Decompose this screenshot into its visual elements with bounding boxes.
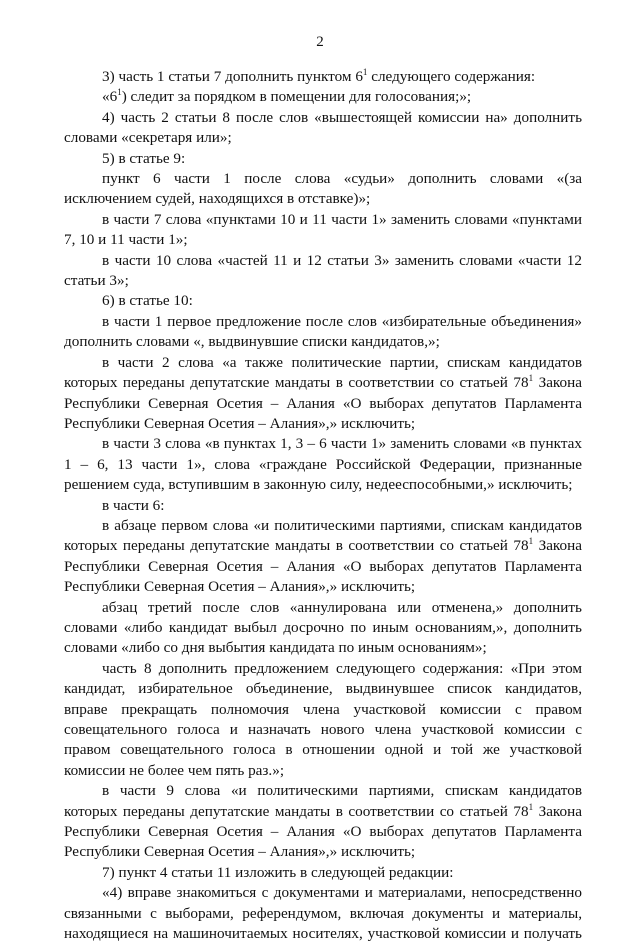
paragraph: в части 3 слова «в пунктах 1, 3 – 6 части 1» заменить словами «в пунктах 1 – 6, 13 части 1», слова «граждане Российской Федерации, признанные решением суда, вступившим в законную силу, недееспособными,» исключить; [64,435,582,494]
paragraph: часть 8 дополнить предложением следующего содержания: «При этом кандидат, избирательное объединение, выдвинувшее список кандидатов, вправе прекращать полномочия члена участковой комиссии с правом совещательного голоса и назначать нового члена участковой комиссии с правом совещательного голоса в отношении одной и той же участковой комиссии не более чем пять раз.»; [64,659,582,779]
paragraph: абзац третий после слов «аннулирована или отменена,» дополнить словами «либо кандидат выбыл досрочно по иным основаниям,», дополнить словами «либо со дня выбытия кандидата по иным основаниям»; [64,598,582,657]
paragraph: 6) в статье 10: [102,292,193,310]
paragraph: в части 10 слова «частей 11 и 12 статьи 3» заменить словами «части 12 статьи 3»; [64,251,582,290]
paragraph: 7) пункт 4 статьи 11 изложить в следующей редакции: [102,863,454,881]
paragraph: в абзаце первом слова «и политическими партиями, спискам кандидатов которых переданы депутатские мандаты в соответствии со статьей $78^1$ Закона Республики Северная Осетия – Алания «О выборах депутатов Парламента Республики Северная Осетия – Алания»,» исключить; [64,516,583,596]
document-body [64,67,582,944]
paragraph: в части 2 слова «а также политические партии, спискам кандидатов которых переданы депутатские мандаты в соответствии со статьей $78^1$ Закона Республики Северная Осетия – Алания «О выборах депутатов Парламента Республики Северная Осетия – Алания»,» исключить; [64,353,583,432]
paragraph: в части 1 первое предложение после слов «избирательные объединения» дополнить словами «, выдвинувшие списки кандидатов,»; [64,312,582,351]
paragraph: 4) часть 2 статьи 8 после слов «вышестоящей комиссии на» дополнить словами «секретаря или»; [64,108,582,147]
paragraph: в части 6: [102,496,165,514]
paragraph: в части 9 слова «и политическими партиями, спискам кандидатов которых переданы депутатские мандаты в соответствии со статьей $78^1$ Закона Республики Северная Осетия – Алания «О выборах депутатов Парламента Республики Северная Осетия – Алания»,» исключить; [64,782,583,861]
page-number: 2 [316,34,324,50]
paragraph: 3) часть 1 статьи 7 дополнить пунктом $6^1$ следующего содержания: [102,67,536,85]
paragraph: 5) в статье 9: [102,149,186,167]
paragraph: пункт 6 части 1 после слова «судьи» дополнить словами «(за исключением судей, находящихся в отставке)»; [64,170,582,208]
paragraph: «4) вправе знакомиться с документами и материалами, непосредственно связанными с выборами, референдумом, включая документы и материалы, находящиеся на машиночитаемых носителях, участковой комиссии и получать [64,884,582,943]
paragraph: «$6^1$) следит за порядком в помещении для голосования;»; [102,87,472,106]
paragraph: в части 7 слова «пунктами 10 и 11 части 1» заменить словами «пунктами 7, 10 и 11 части 1»; [64,210,582,249]
